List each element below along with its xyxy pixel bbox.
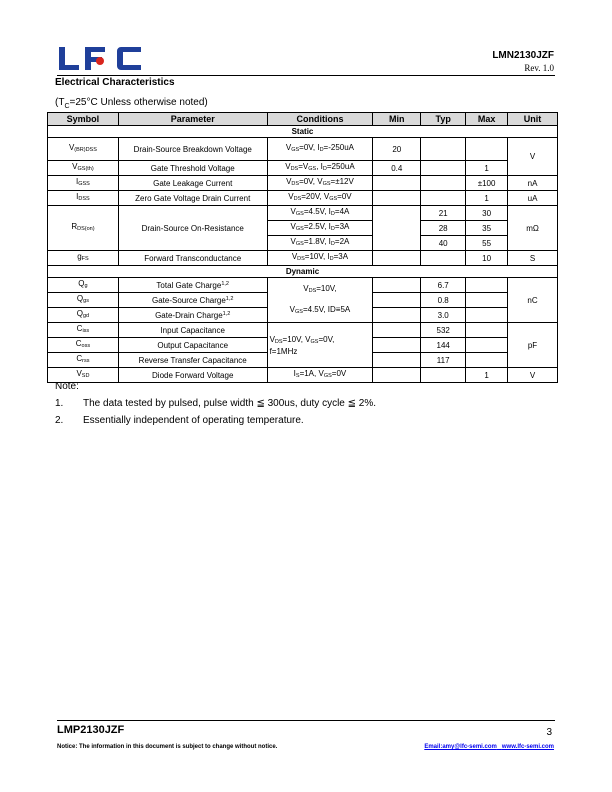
max-cell [466, 293, 508, 308]
col-header: Conditions [267, 113, 373, 126]
min-cell [373, 308, 421, 323]
unit-cell: pF [508, 323, 558, 368]
min-cell [373, 368, 421, 383]
notes-title: Note: [55, 381, 79, 392]
symbol-cell: IGSS [48, 176, 119, 191]
typ-cell [421, 251, 466, 266]
max-cell [466, 138, 508, 161]
min-cell [373, 191, 421, 206]
min-cell [373, 293, 421, 308]
section-static: Static [48, 126, 558, 138]
conditions-cell: IS=1A, VGS=0V [267, 368, 373, 383]
typ-cell: 532 [421, 323, 466, 338]
section-title: Electrical Characteristics [55, 77, 175, 88]
typ-cell: 6.7 [421, 278, 466, 293]
conditions-cell: VDS=10V, VGS=4.5V, ID≡5A [267, 278, 373, 323]
parameter-cell: Drain-Source On-Resistance [118, 206, 267, 251]
parameter-cell: Gate Leakage Current [118, 176, 267, 191]
min-cell [373, 206, 421, 251]
unit-cell: nA [508, 176, 558, 191]
max-cell: 1 [466, 368, 508, 383]
col-header: Typ [421, 113, 466, 126]
max-cell: 35 [466, 221, 508, 236]
symbol-cell: VSD [48, 368, 119, 383]
table-header-row [48, 113, 558, 126]
min-cell: 0.4 [373, 161, 421, 176]
col-header: Min [373, 113, 421, 126]
min-cell [373, 176, 421, 191]
typ-cell: 117 [421, 353, 466, 368]
typ-cell [421, 368, 466, 383]
min-cell: 20 [373, 138, 421, 161]
unit-cell: V [508, 138, 558, 176]
header-part-number: LMN2130JZF [492, 50, 554, 61]
table-row [48, 138, 558, 161]
table-row [48, 368, 558, 383]
unit-cell: S [508, 251, 558, 266]
min-cell [373, 353, 421, 368]
max-cell [466, 323, 508, 338]
parameter-cell: Total Gate Charge$^{1,2}$ [118, 278, 267, 293]
conditions-cell: VGS=4.5V, ID=4A [267, 206, 373, 221]
table-row [48, 251, 558, 266]
page-number: 3 [546, 727, 552, 738]
conditions-cell: VGS=1.8V, ID=2A [267, 236, 373, 251]
max-cell: 10 [466, 251, 508, 266]
footer-divider [57, 720, 555, 721]
symbol-cell: Coss [48, 338, 119, 353]
typ-cell [421, 191, 466, 206]
conditions-cell: VDS=10V, ID=3A [267, 251, 373, 266]
symbol-cell: Qg [48, 278, 119, 293]
max-cell: 55 [466, 236, 508, 251]
revision-label: Rev. 1.0 [524, 63, 554, 73]
col-header: Symbol [48, 113, 119, 126]
electrical-characteristics-table [47, 112, 558, 383]
symbol-cell: RDS(on) [48, 206, 119, 251]
conditions-cell: VDS=10V, VGS=0V, f=1MHz [267, 323, 373, 368]
typ-cell: 0.8 [421, 293, 466, 308]
conditions-cell: VDS=VGS, ID=250uA [267, 161, 373, 176]
typ-cell: 28 [421, 221, 466, 236]
parameter-cell: Diode Forward Voltage [118, 368, 267, 383]
symbol-cell: gFS [48, 251, 119, 266]
conditions-cell: VDS=20V, VGS=0V [267, 191, 373, 206]
table-row [48, 176, 558, 191]
table-row [48, 278, 558, 293]
parameter-cell: Zero Gate Voltage Drain Current [118, 191, 267, 206]
col-header: Max [466, 113, 508, 126]
typ-cell [421, 138, 466, 161]
symbol-cell: Crss [48, 353, 119, 368]
typ-cell: 21 [421, 206, 466, 221]
symbol-cell: IDSS [48, 191, 119, 206]
conditions-cell: VGS=2.5V, ID=3A [267, 221, 373, 236]
symbol-cell: Qgs [48, 293, 119, 308]
typ-cell [421, 176, 466, 191]
table-row [48, 206, 558, 221]
table-row [48, 161, 558, 176]
parameter-cell: Gate-Source Charge$^{1,2}$ [118, 293, 267, 308]
typ-cell: 3.0 [421, 308, 466, 323]
max-cell [466, 308, 508, 323]
unit-cell: nC [508, 278, 558, 323]
table-row [48, 323, 558, 338]
max-cell: 30 [466, 206, 508, 221]
max-cell: ±100 [466, 176, 508, 191]
table-row [48, 191, 558, 206]
typ-cell: 40 [421, 236, 466, 251]
notice-text: Notice: The information in this document is subject to change without notice. [57, 744, 278, 750]
email-link[interactable]: Email:amy@lfc-semi.com [424, 744, 497, 750]
min-cell [373, 323, 421, 338]
col-header: Parameter [118, 113, 267, 126]
max-cell: 1 [466, 191, 508, 206]
parameter-cell: Input Capacitance [118, 323, 267, 338]
max-cell [466, 338, 508, 353]
min-cell [373, 338, 421, 353]
min-cell [373, 251, 421, 266]
section-dynamic: Dynamic [48, 266, 558, 278]
parameter-cell: Reverse Transfer Capacitance [118, 353, 267, 368]
typ-cell [421, 161, 466, 176]
symbol-cell: Qgd [48, 308, 119, 323]
parameter-cell: Gate Threshold Voltage [118, 161, 267, 176]
max-cell [466, 278, 508, 293]
symbol-cell: V(BR)DSS [48, 138, 119, 161]
parameter-cell: Drain-Source Breakdown Voltage [118, 138, 267, 161]
symbol-cell: VGS(th) [48, 161, 119, 176]
unit-cell: mΩ [508, 206, 558, 251]
conditions-cell: VGS=0V, ID=-250uA [267, 138, 373, 161]
typ-cell: 144 [421, 338, 466, 353]
footer-part-number: LMP2130JZF [57, 724, 125, 736]
col-header: Unit [508, 113, 558, 126]
min-cell [373, 278, 421, 293]
unit-cell: V [508, 368, 558, 383]
parameter-cell: Gate-Drain Charge$^{1,2}$ [118, 308, 267, 323]
max-cell: 1 [466, 161, 508, 176]
company-logo [57, 45, 143, 71]
unit-cell: uA [508, 191, 558, 206]
symbol-cell: Ciss [48, 323, 119, 338]
temperature-condition-note: ($T_C=25^\circ C$ Unless otherwise noted) [55, 97, 208, 110]
contact-links[interactable] [424, 744, 554, 750]
max-cell [466, 353, 508, 368]
parameter-cell: Output Capacitance [118, 338, 267, 353]
header-divider [57, 75, 555, 76]
conditions-cell: VDS=0V, VGS=±12V [267, 176, 373, 191]
parameter-cell: Forward Transconductance [118, 251, 267, 266]
website-link[interactable]: www.lfc-semi.com [501, 744, 554, 750]
